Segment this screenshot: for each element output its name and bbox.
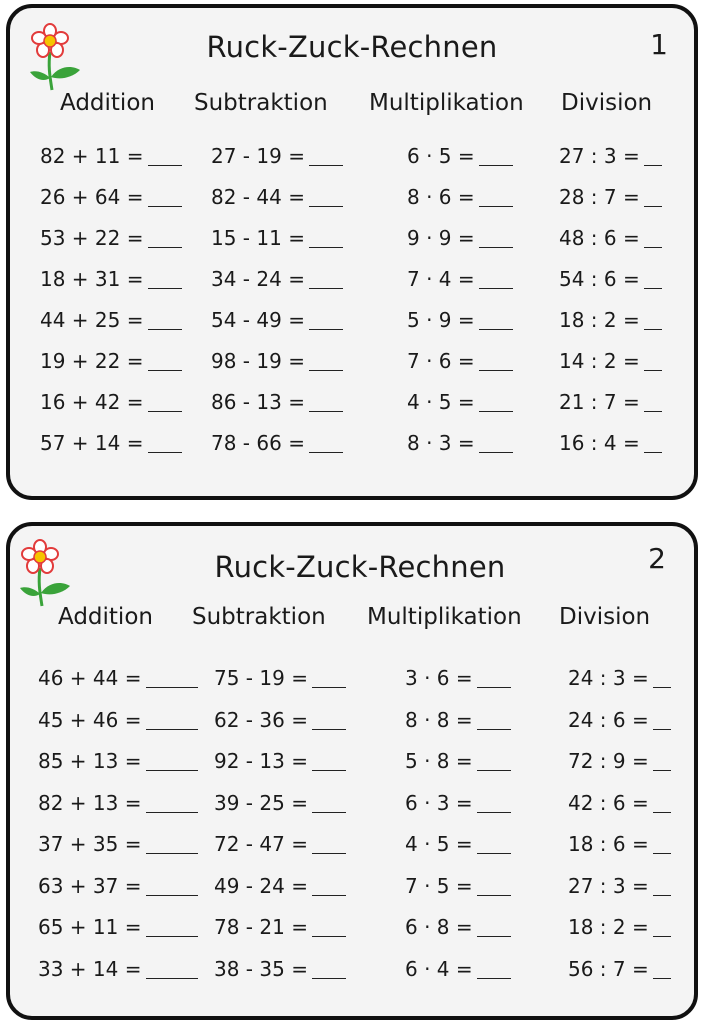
exercise-text: 7 · 5 = xyxy=(405,873,473,898)
addition-exercise xyxy=(38,915,198,939)
exercise-text: 6 · 3 = xyxy=(405,790,473,815)
column-header-addition: Addition xyxy=(58,604,153,630)
answer-blank xyxy=(146,729,198,730)
multiplikation-exercise xyxy=(405,791,511,815)
exercise-text: 75 - 19 = xyxy=(214,666,308,690)
column-header-subtraktion: Subtraktion xyxy=(192,604,326,630)
exercise-text: 4 · 5 = xyxy=(407,390,475,414)
answer-blank xyxy=(477,978,511,979)
answer-blank xyxy=(479,288,513,289)
subtraktion-exercise xyxy=(214,708,346,732)
subtraktion-exercise xyxy=(214,957,346,981)
subtraktion-exercise xyxy=(211,226,343,250)
exercise-text: 9 · 9 = xyxy=(407,226,475,250)
exercise-text: 5 · 9 = xyxy=(407,308,475,332)
multiplikation-exercise xyxy=(407,308,513,332)
answer-blank xyxy=(477,936,511,937)
exercise-text: 92 - 13 = xyxy=(214,749,308,773)
subtraktion-exercise xyxy=(214,832,346,856)
addition-exercise xyxy=(38,708,198,732)
exercise-text: 65 + 11 = xyxy=(38,915,142,939)
division-exercise xyxy=(559,349,662,373)
answer-blank xyxy=(312,770,346,771)
answer-blank xyxy=(309,329,343,330)
answer-blank xyxy=(644,411,662,412)
answer-blank xyxy=(309,411,343,412)
exercise-text: 44 + 25 = xyxy=(40,308,144,332)
exercise-text: 42 : 6 = xyxy=(568,790,649,815)
answer-blank xyxy=(479,452,513,453)
page-title: Ruck-Zuck-Rechnen xyxy=(214,550,506,584)
exercise-text: 24 : 6 = xyxy=(568,707,649,732)
answer-blank xyxy=(309,370,343,371)
column-header-multiplikation: Multiplikation xyxy=(369,90,524,116)
addition-exercise xyxy=(40,431,182,455)
answer-blank xyxy=(148,411,182,412)
exercise-text: 16 + 42 = xyxy=(40,390,144,414)
addition-exercise xyxy=(40,308,182,332)
exercise-text: 27 : 3 = xyxy=(568,873,649,898)
answer-blank xyxy=(653,895,671,896)
exercise-text: 6 · 8 = xyxy=(405,915,473,939)
addition-exercise xyxy=(40,144,182,168)
exercise-text: 86 - 13 = xyxy=(211,390,305,414)
answer-blank xyxy=(146,812,198,813)
answer-blank xyxy=(479,411,513,412)
answer-blank xyxy=(148,452,182,453)
exercise-text: 15 - 11 = xyxy=(211,226,305,250)
subtraktion-exercise xyxy=(211,144,343,168)
exercise-text: 46 + 44 = xyxy=(38,666,142,690)
column-header-division: Division xyxy=(559,604,651,630)
exercise-text: 8 · 8 = xyxy=(405,707,473,732)
page-title: Ruck-Zuck-Rechnen xyxy=(206,30,498,64)
division-exercise xyxy=(559,390,662,414)
answer-blank xyxy=(312,687,346,688)
exercise-text: 8 · 3 = xyxy=(407,431,475,455)
subtraktion-exercise xyxy=(211,267,343,291)
exercise-text: 6 · 5 = xyxy=(407,144,475,168)
answer-blank xyxy=(644,165,662,166)
worksheet-card-1 xyxy=(6,4,698,500)
exercise-text: 18 : 6 = xyxy=(568,832,649,856)
addition-exercise xyxy=(40,267,182,291)
answer-blank xyxy=(644,329,662,330)
answer-blank xyxy=(644,452,662,453)
exercise-text: 53 + 22 = xyxy=(40,226,144,250)
subtraktion-exercise xyxy=(214,915,346,939)
division-exercise xyxy=(559,308,662,332)
multiplikation-exercise xyxy=(405,708,511,732)
exercise-text: 78 - 66 = xyxy=(211,431,305,455)
answer-blank xyxy=(653,687,671,688)
division-exercise xyxy=(568,874,671,898)
exercise-text: 34 - 24 = xyxy=(211,267,305,291)
exercise-text: 6 · 4 = xyxy=(405,956,473,981)
exercise-text: 57 + 14 = xyxy=(40,431,144,455)
exercise-text: 54 - 49 = xyxy=(211,308,305,332)
answer-blank xyxy=(148,206,182,207)
subtraktion-exercise xyxy=(211,431,343,455)
answer-blank xyxy=(146,895,198,896)
worksheet-card-2 xyxy=(6,522,698,1020)
exercise-text: 28 : 7 = xyxy=(559,185,640,209)
exercise-text: 72 : 9 = xyxy=(568,749,649,773)
addition-exercise xyxy=(38,832,198,856)
exercise-text: 39 - 25 = xyxy=(214,790,308,815)
addition-exercise xyxy=(40,185,182,209)
answer-blank xyxy=(148,165,182,166)
multiplikation-exercise xyxy=(405,666,511,690)
answer-blank xyxy=(309,206,343,207)
exercise-text: 54 : 6 = xyxy=(559,267,640,291)
multiplikation-exercise xyxy=(405,915,511,939)
answer-blank xyxy=(309,165,343,166)
answer-blank xyxy=(312,895,346,896)
subtraktion-exercise xyxy=(211,308,343,332)
multiplikation-exercise xyxy=(407,349,513,373)
exercise-text: 56 : 7 = xyxy=(568,956,649,981)
multiplikation-exercise xyxy=(407,226,513,250)
exercise-text: 38 - 35 = xyxy=(214,956,308,981)
exercise-text: 18 : 2 = xyxy=(559,308,640,332)
exercise-text: 27 : 3 = xyxy=(559,144,640,168)
column-header-division: Division xyxy=(561,90,653,116)
exercise-text: 85 + 13 = xyxy=(38,749,142,773)
answer-blank xyxy=(146,853,198,854)
answer-blank xyxy=(146,936,198,937)
multiplikation-exercise xyxy=(407,431,513,455)
exercise-text: 45 + 46 = xyxy=(38,707,142,732)
multiplikation-exercise xyxy=(405,874,511,898)
exercise-text: 49 - 24 = xyxy=(214,873,308,898)
exercise-text: 5 · 8 = xyxy=(405,749,473,773)
worksheet-number: 2 xyxy=(648,542,666,575)
answer-blank xyxy=(644,288,662,289)
addition-exercise xyxy=(40,226,182,250)
subtraktion-exercise xyxy=(214,749,346,773)
addition-exercise xyxy=(38,749,198,773)
addition-exercise xyxy=(38,791,198,815)
answer-blank xyxy=(644,206,662,207)
subtraktion-exercise xyxy=(214,791,346,815)
division-exercise xyxy=(568,749,671,773)
division-exercise xyxy=(568,832,671,856)
exercise-text: 78 - 21 = xyxy=(214,915,308,939)
division-exercise xyxy=(559,185,662,209)
exercise-text: 21 : 7 = xyxy=(559,390,640,414)
addition-exercise xyxy=(40,390,182,414)
exercise-text: 19 + 22 = xyxy=(40,349,144,373)
subtraktion-exercise xyxy=(211,349,343,373)
division-exercise xyxy=(559,267,662,291)
addition-exercise xyxy=(40,349,182,373)
answer-blank xyxy=(309,452,343,453)
answer-blank xyxy=(653,729,671,730)
answer-blank xyxy=(148,370,182,371)
multiplikation-exercise xyxy=(405,957,511,981)
answer-blank xyxy=(148,288,182,289)
column-header-multiplikation: Multiplikation xyxy=(367,604,522,630)
division-exercise xyxy=(568,957,671,981)
exercise-text: 4 · 5 = xyxy=(405,832,473,856)
answer-blank xyxy=(477,729,511,730)
exercise-text: 37 + 35 = xyxy=(38,832,142,856)
addition-exercise xyxy=(38,666,198,690)
answer-blank xyxy=(309,288,343,289)
division-exercise xyxy=(568,666,671,690)
division-exercise xyxy=(559,226,662,250)
answer-blank xyxy=(479,206,513,207)
multiplikation-exercise xyxy=(405,749,511,773)
subtraktion-exercise xyxy=(211,390,343,414)
answer-blank xyxy=(653,978,671,979)
answer-blank xyxy=(479,247,513,248)
answer-blank xyxy=(477,687,511,688)
answer-blank xyxy=(312,936,346,937)
exercise-text: 62 - 36 = xyxy=(214,707,308,732)
exercise-text: 33 + 14 = xyxy=(38,956,142,981)
answer-blank xyxy=(477,895,511,896)
exercise-text: 18 + 31 = xyxy=(40,267,144,291)
multiplikation-exercise xyxy=(405,832,511,856)
answer-blank xyxy=(653,770,671,771)
answer-blank xyxy=(312,853,346,854)
answer-blank xyxy=(644,370,662,371)
subtraktion-exercise xyxy=(214,874,346,898)
column-header-addition: Addition xyxy=(60,90,155,116)
exercise-text: 72 - 47 = xyxy=(214,832,308,856)
addition-exercise xyxy=(38,874,198,898)
exercise-text: 26 + 64 = xyxy=(40,185,144,209)
exercise-text: 63 + 37 = xyxy=(38,873,142,898)
exercise-text: 27 - 19 = xyxy=(211,144,305,168)
answer-blank xyxy=(146,770,198,771)
answer-blank xyxy=(477,853,511,854)
multiplikation-exercise xyxy=(407,390,513,414)
answer-blank xyxy=(477,812,511,813)
exercise-text: 82 + 13 = xyxy=(38,790,142,815)
answer-blank xyxy=(477,770,511,771)
exercise-text: 18 : 2 = xyxy=(568,915,649,939)
answer-blank xyxy=(653,853,671,854)
multiplikation-exercise xyxy=(407,267,513,291)
exercise-text: 24 : 3 = xyxy=(568,666,649,690)
division-exercise xyxy=(559,144,662,168)
answer-blank xyxy=(146,978,198,979)
answer-blank xyxy=(653,812,671,813)
answer-blank xyxy=(312,812,346,813)
answer-blank xyxy=(309,247,343,248)
division-exercise xyxy=(568,915,671,939)
exercise-text: 98 - 19 = xyxy=(211,349,305,373)
division-exercise xyxy=(568,708,671,732)
answer-blank xyxy=(653,936,671,937)
answer-blank xyxy=(479,165,513,166)
answer-blank xyxy=(148,329,182,330)
answer-blank xyxy=(479,370,513,371)
exercise-text: 8 · 6 = xyxy=(407,185,475,209)
exercise-text: 82 - 44 = xyxy=(211,185,305,209)
answer-blank xyxy=(146,687,198,688)
addition-exercise xyxy=(38,957,198,981)
answer-blank xyxy=(312,978,346,979)
column-header-subtraktion: Subtraktion xyxy=(194,90,328,116)
exercise-text: 82 + 11 = xyxy=(40,144,144,168)
answer-blank xyxy=(479,329,513,330)
division-exercise xyxy=(559,431,662,455)
exercise-text: 16 : 4 = xyxy=(559,431,640,455)
exercise-text: 14 : 2 = xyxy=(559,349,640,373)
answer-blank xyxy=(644,247,662,248)
subtraktion-exercise xyxy=(211,185,343,209)
multiplikation-exercise xyxy=(407,144,513,168)
exercise-text: 48 : 6 = xyxy=(559,226,640,250)
division-exercise xyxy=(568,791,671,815)
worksheet-number: 1 xyxy=(650,28,668,61)
exercise-text: 7 · 6 = xyxy=(407,349,475,373)
exercise-text: 3 · 6 = xyxy=(405,666,473,690)
answer-blank xyxy=(148,247,182,248)
answer-blank xyxy=(312,729,346,730)
subtraktion-exercise xyxy=(214,666,346,690)
multiplikation-exercise xyxy=(407,185,513,209)
exercise-text: 7 · 4 = xyxy=(407,267,475,291)
